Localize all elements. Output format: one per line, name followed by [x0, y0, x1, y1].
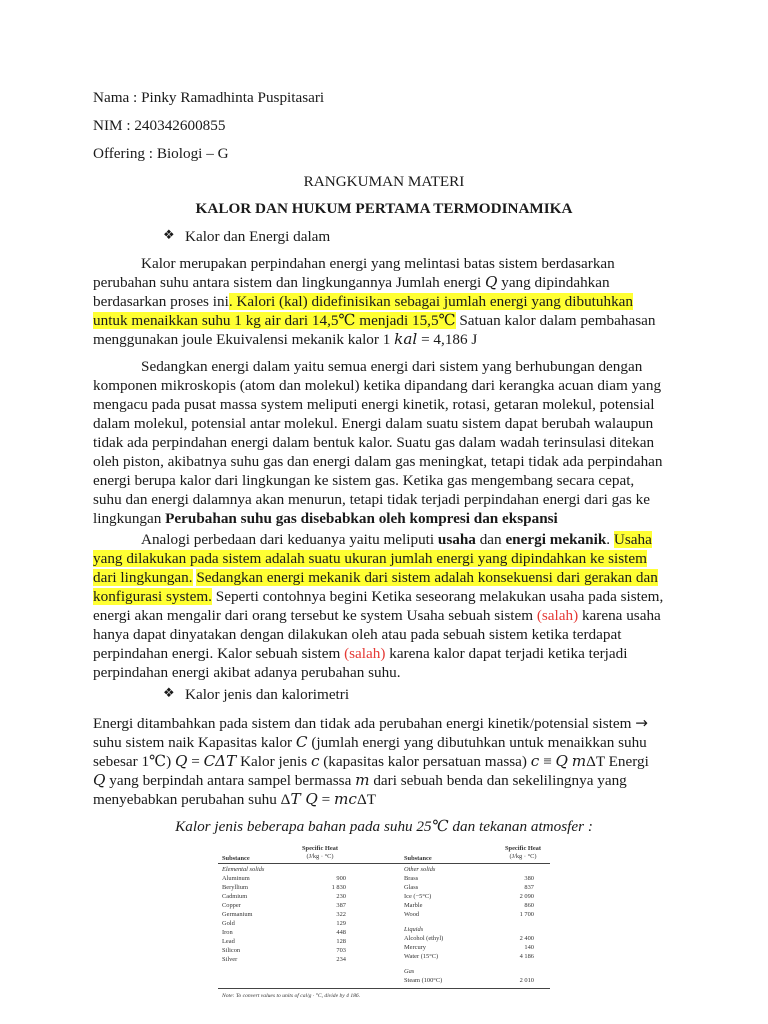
substance-name: Water (15°C) [404, 953, 439, 960]
substance-name: Steam (100°C) [404, 977, 443, 984]
group-label: Gas [404, 968, 415, 975]
paragraph-line: sebesar 1℃) Q = CΔT Kalor jenis c (kapasitas kalor persatuan massa) c ≡ Q mΔT Energi [93, 752, 649, 770]
group-label: Liquids [404, 926, 424, 933]
specific-heat-value: 900 [336, 875, 346, 882]
substance-name: Marble [404, 902, 423, 909]
specific-heat-value: 4 186 [519, 953, 534, 960]
specific-heat-value: 2 400 [519, 935, 534, 942]
specific-heat-value: 128 [336, 938, 346, 945]
highlighted-text: dari lingkungan. [93, 569, 193, 586]
group-label: Other solids [404, 866, 436, 873]
student-name: Nama : Pinky Ramadhinta Puspitasari [93, 89, 325, 106]
arrow-right-icon: → [635, 714, 648, 732]
paragraph-line: suhu sistem naik Kapasitas kalor C (jumlah energi yang dibutuhkan untuk menaikkan suhu [93, 733, 647, 751]
paragraph-line: suhu dan energi dalamnya akan menurun, tetapi tidak terjadi perpindahan energi dari gas ke [93, 491, 650, 508]
paragraph-line: menyebabkan perubahan suhu ΔT Q = mcΔT [93, 790, 376, 808]
specific-heat-value: 2 090 [519, 893, 534, 900]
paragraph-line: hanya dapat dinyatakan dengan dilakukan oleh atau pada sebuah sistem ketika terdapat [93, 626, 622, 643]
group-label: Elemental solids [222, 866, 265, 873]
correction-mark: (salah) [536, 607, 579, 624]
substance-name: Aluminum [222, 875, 250, 882]
specific-heat-value: 234 [336, 956, 346, 963]
substance-name: Silicon [222, 947, 241, 954]
column-header: (J/kg · °C) [509, 853, 537, 860]
doc-title: RANGKUMAN MATERI [303, 173, 465, 190]
highlighted-text: . Kalori (kal) didefinisikan sebagai jumlah energi yang dibutuhkan [228, 293, 634, 310]
column-header: Specific Heat [504, 845, 542, 852]
substance-name: Gold [222, 920, 235, 927]
paragraph-line: menggunakan joule Ekuivalensi mekanik kalor 1 kal = 4,186 J [93, 330, 478, 348]
paragraph-line: perpindahan energi akibat adanya perubahan suhu. [93, 664, 401, 681]
substance-name: Alcohol (ethyl) [404, 935, 444, 942]
specific-heat-value: 448 [336, 929, 346, 936]
highlighted-text: Usaha [613, 531, 652, 548]
diamond-bullet-icon: ❖ [163, 228, 175, 243]
paragraph-line: lingkungan Perubahan suhu gas disebabkan oleh kompresi dan ekspansi [93, 510, 558, 527]
substance-name: Cadmium [222, 893, 248, 900]
divider [218, 863, 550, 864]
highlighted-text: yang dilakukan pada sistem adalah suatu ukuran jumlah energi yang dipindahkan ke sistem [93, 550, 647, 567]
substance-name: Beryllium [222, 884, 248, 891]
paragraph-line: untuk menaikkan suhu 1 kg air dari 14,5℃ menjadi 15,5℃ Satuan kalor dalam pembahasan [93, 312, 656, 329]
specific-heat-value: 129 [336, 920, 346, 927]
column-header: Substance [404, 855, 432, 862]
substance-name: Germanium [222, 911, 253, 918]
section-heading: Kalor jenis dan kalorimetri [185, 686, 350, 703]
table-note: Note: To convert values to units of cal/g · °C, divide by 4 186. [222, 993, 361, 999]
paragraph-line: tidak ada perpindahan energi dalam bentuk kalor. Suatu gas dalam wadah terinsulasi ditekan [93, 434, 655, 451]
paragraph-line: energi akan mengalir dari orang tersebut ke system Usaha sebuah sistem (salah) karena usaha [93, 607, 661, 624]
student-nim: NIM : 240342600855 [93, 117, 226, 134]
diamond-bullet-icon: ❖ [163, 686, 175, 701]
substance-name: Ice (−5°C) [404, 893, 432, 900]
substance-name: Glass [404, 884, 419, 891]
specific-heat-value: 2 010 [519, 977, 534, 984]
section-heading: Kalor dan Energi dalam [185, 228, 331, 245]
doc-subtitle: KALOR DAN HUKUM PERTAMA TERMODINAMIKA [195, 200, 573, 217]
highlighted-text: untuk menaikkan suhu 1 kg air dari 14,5℃ menjadi 15,5℃ [93, 312, 456, 329]
paragraph-line: energi berupa kalor dari lingkungan ke sistem gas. Ketika gas mengembang secara cepat, [93, 472, 635, 489]
specific-heat-value: 140 [524, 944, 534, 951]
substance-name: Lead [222, 938, 235, 945]
paragraph-line: oleh piston, akibatnya suhu gas dan energi dalam gas meningkat, tetapi tidak ada perpindahan [93, 453, 663, 470]
paragraph-line: Energi ditambahkan pada sistem dan tidak ada perubahan energi kinetik/potensial sistem → [93, 714, 648, 732]
paragraph-line: komponen mikroskopis (atom dan molekul) ketika dipandang dari kerangka acuan diam yang [93, 377, 662, 394]
specific-heat-value: 1 700 [519, 911, 534, 918]
paragraph-line: Kalor merupakan perpindahan energi yang melintasi batas sistem berdasarkan [141, 255, 615, 272]
specific-heat-value: 387 [336, 902, 346, 909]
paragraph-line: Q yang berpindah antara sampel bermassa m dari sebuah benda dan sekelilingnya yang [93, 771, 627, 789]
paragraph-line: konfigurasi system. Seperti contohnya begini Ketika seseorang melakukan usaha pada sistem, [93, 588, 664, 605]
column-header: Substance [222, 855, 250, 862]
substance-name: Silver [222, 956, 238, 963]
specific-heat-value: 230 [336, 893, 346, 900]
highlighted-text: Sedangkan energi mekanik dari sistem adalah konsekuensi dari gerakan dan [196, 569, 658, 586]
substance-name: Copper [222, 902, 241, 909]
column-header: (J/kg · °C) [306, 853, 334, 860]
substance-name: Iron [222, 929, 233, 936]
specific-heat-value: 860 [524, 902, 534, 909]
column-header: Specific Heat [301, 845, 339, 852]
paragraph-line: perpindahan energi. Kalor sebuah sistem (salah) karena kalor dapat terjadi ketika terjadi [93, 645, 628, 662]
paragraph-line: perubahan suhu antara sistem dan lingkungannya Jumlah energi Q yang dipindahkan [93, 273, 610, 291]
table-caption: Kalor jenis beberapa bahan pada suhu 25℃ dan tekanan atmosfer : [175, 818, 593, 835]
offering: Offering : Biologi – G [93, 145, 229, 162]
specific-heat-value: 322 [336, 911, 346, 918]
paragraph-line: Sedangkan energi dalam yaitu semua energi dari sistem yang berhubungan dengan [141, 358, 643, 375]
specific-heat-value: 1 830 [331, 884, 346, 891]
substance-name: Wood [404, 911, 420, 918]
substance-name: Brass [404, 875, 419, 882]
correction-mark: (salah) [344, 645, 386, 662]
paragraph-line: berdasarkan proses ini. Kalori (kal) didefinisikan sebagai jumlah energi yang dibutuhkan [93, 293, 634, 310]
divider [218, 988, 550, 989]
specific-heat-table [218, 840, 550, 1005]
paragraph-line: Analogi perbedaan dari keduanya yaitu meliputi usaha dan energi mekanik. Usaha [141, 531, 652, 548]
paragraph-line [93, 549, 647, 568]
paragraph-line: dalam molekul, potensial antar molekul. Energi dalam suatu sistem dapat berubah walaupun [93, 415, 654, 432]
substance-name: Mercury [404, 944, 427, 951]
specific-heat-value: 703 [336, 947, 346, 954]
highlighted-text: konfigurasi system. [93, 588, 212, 605]
specific-heat-value: 837 [524, 884, 534, 891]
specific-heat-value: 380 [524, 875, 534, 882]
paragraph-line: mengacu pada pusat massa system meliputi energi kinetik, rotasi, getaran molekul, potensial [93, 396, 655, 413]
paragraph-line [93, 568, 658, 587]
